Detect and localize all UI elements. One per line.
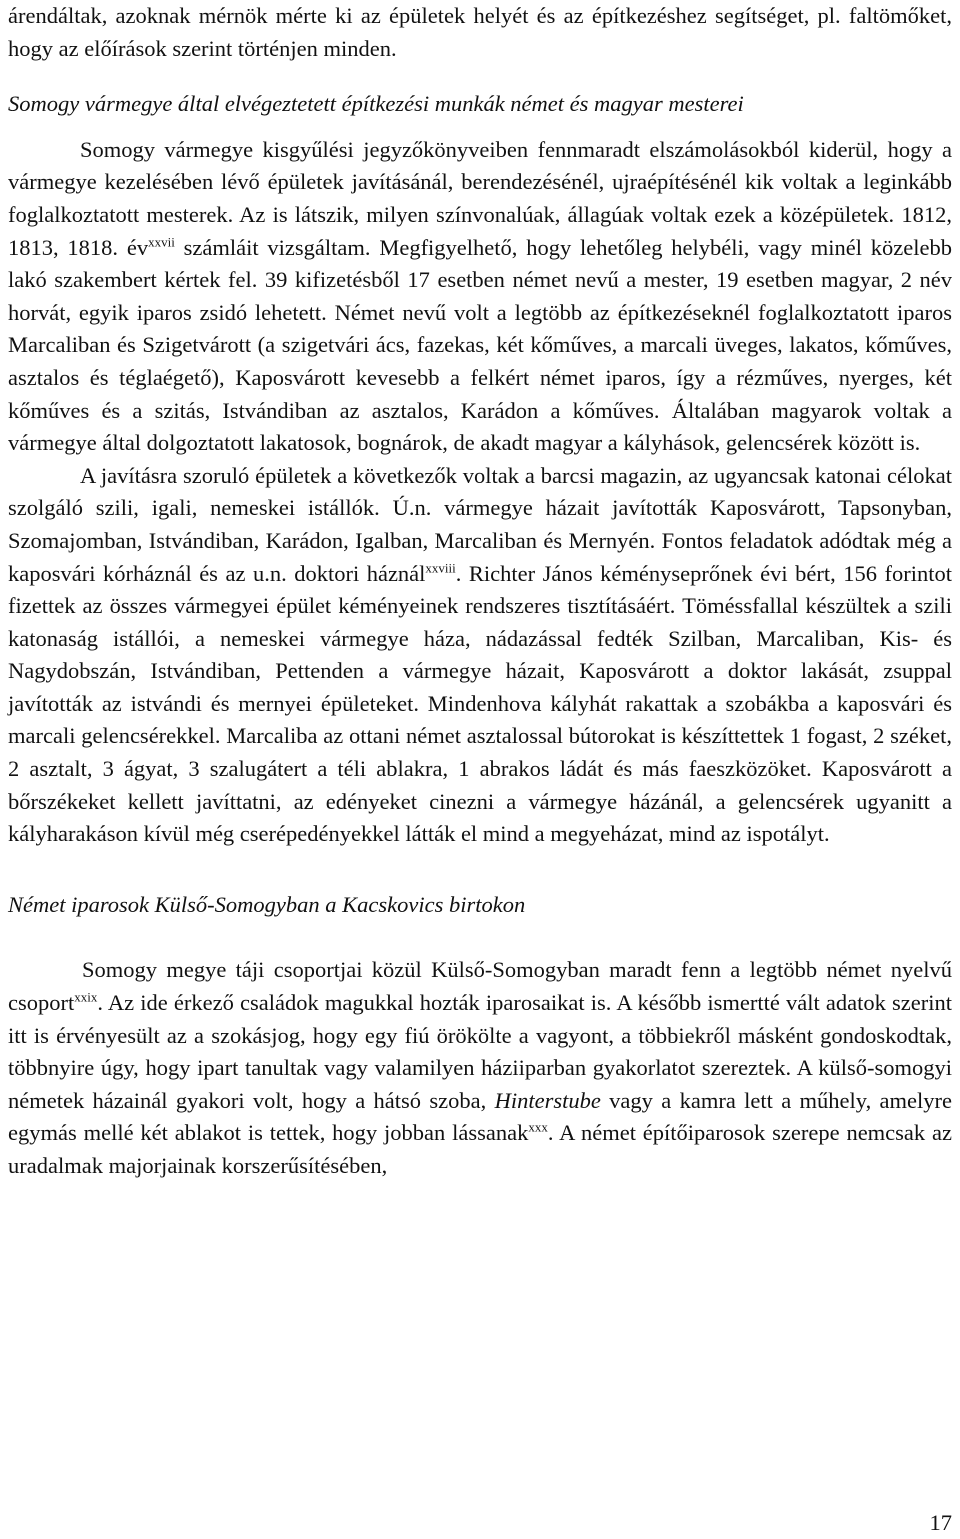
page-number: 17	[929, 1510, 952, 1535]
paragraph-1	[8, 134, 952, 460]
document-page	[8, 0, 952, 1183]
footnote-ref-xxvii: xxvii	[148, 234, 175, 250]
section-heading-1: Somogy vármegye által elvégeztetett építkezési munkák német és magyar mesterei	[8, 91, 744, 117]
paragraph-3-italic-term: Hinterstube	[494, 1087, 601, 1113]
paragraph-3-text-c: vagy a kamra lett a műhely, amelyre egymás mellé két ablakot is tettek, hogy jobban lássanak	[8, 1087, 953, 1146]
footnote-ref-xxix: xxix	[74, 989, 98, 1005]
footnote-ref-xxx: xxx	[528, 1119, 548, 1135]
paragraph-3	[8, 954, 952, 1182]
paragraph-1-text-b: számláit vizsgáltam. Megfigyelhető, hogy lehetőleg helybéli, vagy minél közelebb lakó szakembert kértek fel. 39 kifizetésből 17 esetben német nevű a mester, 19 esetben magyar, 2 név horvát, egyik iparos zsidó lehetett. Német nevű volt a legtöbb az építkezéseknél foglalkoztatott iparos Marcaliban és Szigetvárott (a szigetvári ács, fazekas, két kőműves, a marcali üveges, lakatos, kőműves, asztalos és téglaégető), Kaposvárott kevesebb a felkért német iparos, így a rézműves, nyerges, két kőműves és a szitás, Istvándiban az asztalos, Karádon a kőműves. Általában magyarok voltak a vármegye által dolgoztatott lakatosok, bognárok, de akadt magyar a kályhások, gelencsérek között is.	[8, 234, 952, 456]
paragraph-3-text-a: Somogy megye táji csoportjai közül Külső-Somogyban maradt fenn a legtöbb német nyelvű csoport	[8, 957, 952, 1016]
paragraph-1-text-a: Somogy vármegye kisgyűlési jegyzőkönyveiben fennmaradt elszámolásokból kiderül, hogy a vármegye kezelésében lévő épületek javításánál, berendezésénél, ujraépítésénél kik voltak a leginkább foglalkoztatott mesterek. Az is látszik, milyen színvonalúak, állagúak voltak ezek a középületek. 1812, 1813, 1818. év	[8, 136, 952, 260]
section-heading-2: Német iparosok Külső-Somogyban a Kacskovics birtokon	[8, 891, 526, 917]
paragraph-2-text-b: . Richter János kéményseprőnek évi bért, 156 forintot fizettek az összes vármegyei épület kéményeinek rendszeres tisztításáért. Töméssfallal készültek a szili katonaság istállói, a nemeskei vármegye háza, nádazással fedték Szilban, Marcaliban, Kis- és Nagydobszán, Istvándiban, Pettenden a vármegye házait, Kaposvárott a doktor lakását, zsuppal javították az istvándi és mernyei épületeket. Mindenhova kályhát rakattak a szobákba a kaposvári és marcali gelencsérekkel. Marcaliba az ottani német asztalossal bútorokat is készíttettek 1 fogast, 2 széket, 2 asztalt, 3 ágyat, 3 szalugátert a téli ablakra, 1 abrakos ládát és más faeszközöket. Kaposvárott a bőrszékeket kellett javíttatni, az edényeket cinezni a vármegye házánál, a gelencsérek ugyanitt a kályharakáson kívül még cserépedényekkel látták el mind a megyeházat, mind az ispotályt.	[8, 560, 952, 847]
paragraph-2-text-a: A javításra szoruló épületek a következők voltak a barcsi magazin, az ugyancsak katonai célokat szolgáló szili, igali, nemeskei istállók. Ú.n. vármegye házait javították Kaposvárott, Tapsonyban, Szomajomban, Istvándiban, Karádon, Igalban, Marcaliban és Mernyén. Fontos feladatok adódtak még a kaposvári kórháznál és az u.n. doktori háznál	[8, 462, 952, 586]
paragraph-intro: árendáltak, azoknak mérnök mérte ki az épületek helyét és az építkezéshez segítséget, pl. faltömőket, hogy az előírások szerint történjen minden.	[8, 3, 952, 61]
paragraph-3-text-b: . Az ide érkező családok magukkal hozták iparosaikat is. A később ismertté vált adatok szerint itt is érvényesült az a szokásjog, hogy egy fiú örökölte a vagyont, a többiekről másként gondoskodtak, többnyire úgy, hogy ipart tanultak vagy valamilyen háziiparban gyakorlatot szereztek. A külső-somogyi németek házainál gyakori volt, hogy a hátsó szoba,	[8, 990, 952, 1113]
footnote-ref-xxviii: xxviii	[425, 560, 456, 575]
paragraph-3-text-d: . A német építőiparosok szerepe nemcsak az uradalmak majorjainak korszerűsítésében,	[8, 1120, 952, 1178]
paragraph-2	[8, 460, 952, 851]
